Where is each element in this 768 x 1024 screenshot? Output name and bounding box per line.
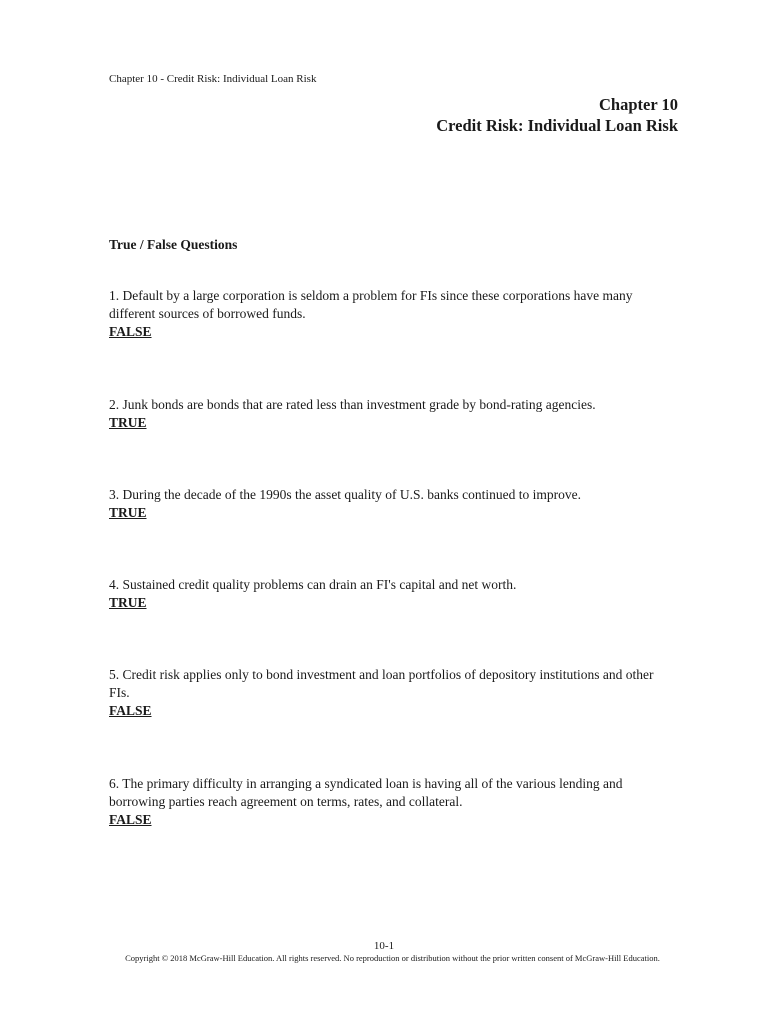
question-text: 2. Junk bonds are bonds that are rated less than investment grade by bond-rating agencies. — [109, 397, 596, 412]
question-text: 5. Credit risk applies only to bond investment and loan portfolios of depository institutions and other FIs. — [109, 667, 654, 700]
chapter-number: Chapter 10 — [599, 95, 678, 114]
question-item — [109, 666, 669, 720]
question-answer: TRUE — [109, 595, 147, 610]
chapter-title: Credit Risk: Individual Loan Risk — [436, 116, 678, 135]
question-answer: FALSE — [109, 703, 152, 718]
page-number: 10-1 — [373, 940, 395, 952]
section-title: True / False Questions — [109, 237, 238, 252]
question-item — [109, 486, 669, 522]
question-answer: FALSE — [109, 324, 152, 339]
question-item — [109, 576, 669, 612]
chapter-heading — [436, 94, 678, 136]
question-text: 4. Sustained credit quality problems can drain an FI's capital and net worth. — [109, 577, 517, 592]
question-item — [109, 287, 669, 341]
running-header: Chapter 10 - Credit Risk: Individual Loan Risk — [109, 73, 317, 85]
question-text: 3. During the decade of the 1990s the asset quality of U.S. banks continued to improve. — [109, 487, 582, 502]
question-item — [109, 396, 669, 432]
copyright-notice: Copyright © 2018 McGraw-Hill Education. All rights reserved. No reproduction or distribution without the prior written consent of McGraw-Hill Education. — [125, 953, 660, 963]
question-text: 1. Default by a large corporation is seldom a problem for FIs since these corporations have many different sources of borrowed funds. — [109, 288, 633, 321]
question-answer: FALSE — [109, 812, 152, 827]
question-answer: TRUE — [109, 415, 147, 430]
question-item — [109, 775, 669, 829]
question-answer: TRUE — [109, 505, 147, 520]
question-text: 6. The primary difficulty in arranging a syndicated loan is having all of the various lending and borrowing parties reach agreement on terms, rates, and collateral. — [109, 776, 623, 809]
